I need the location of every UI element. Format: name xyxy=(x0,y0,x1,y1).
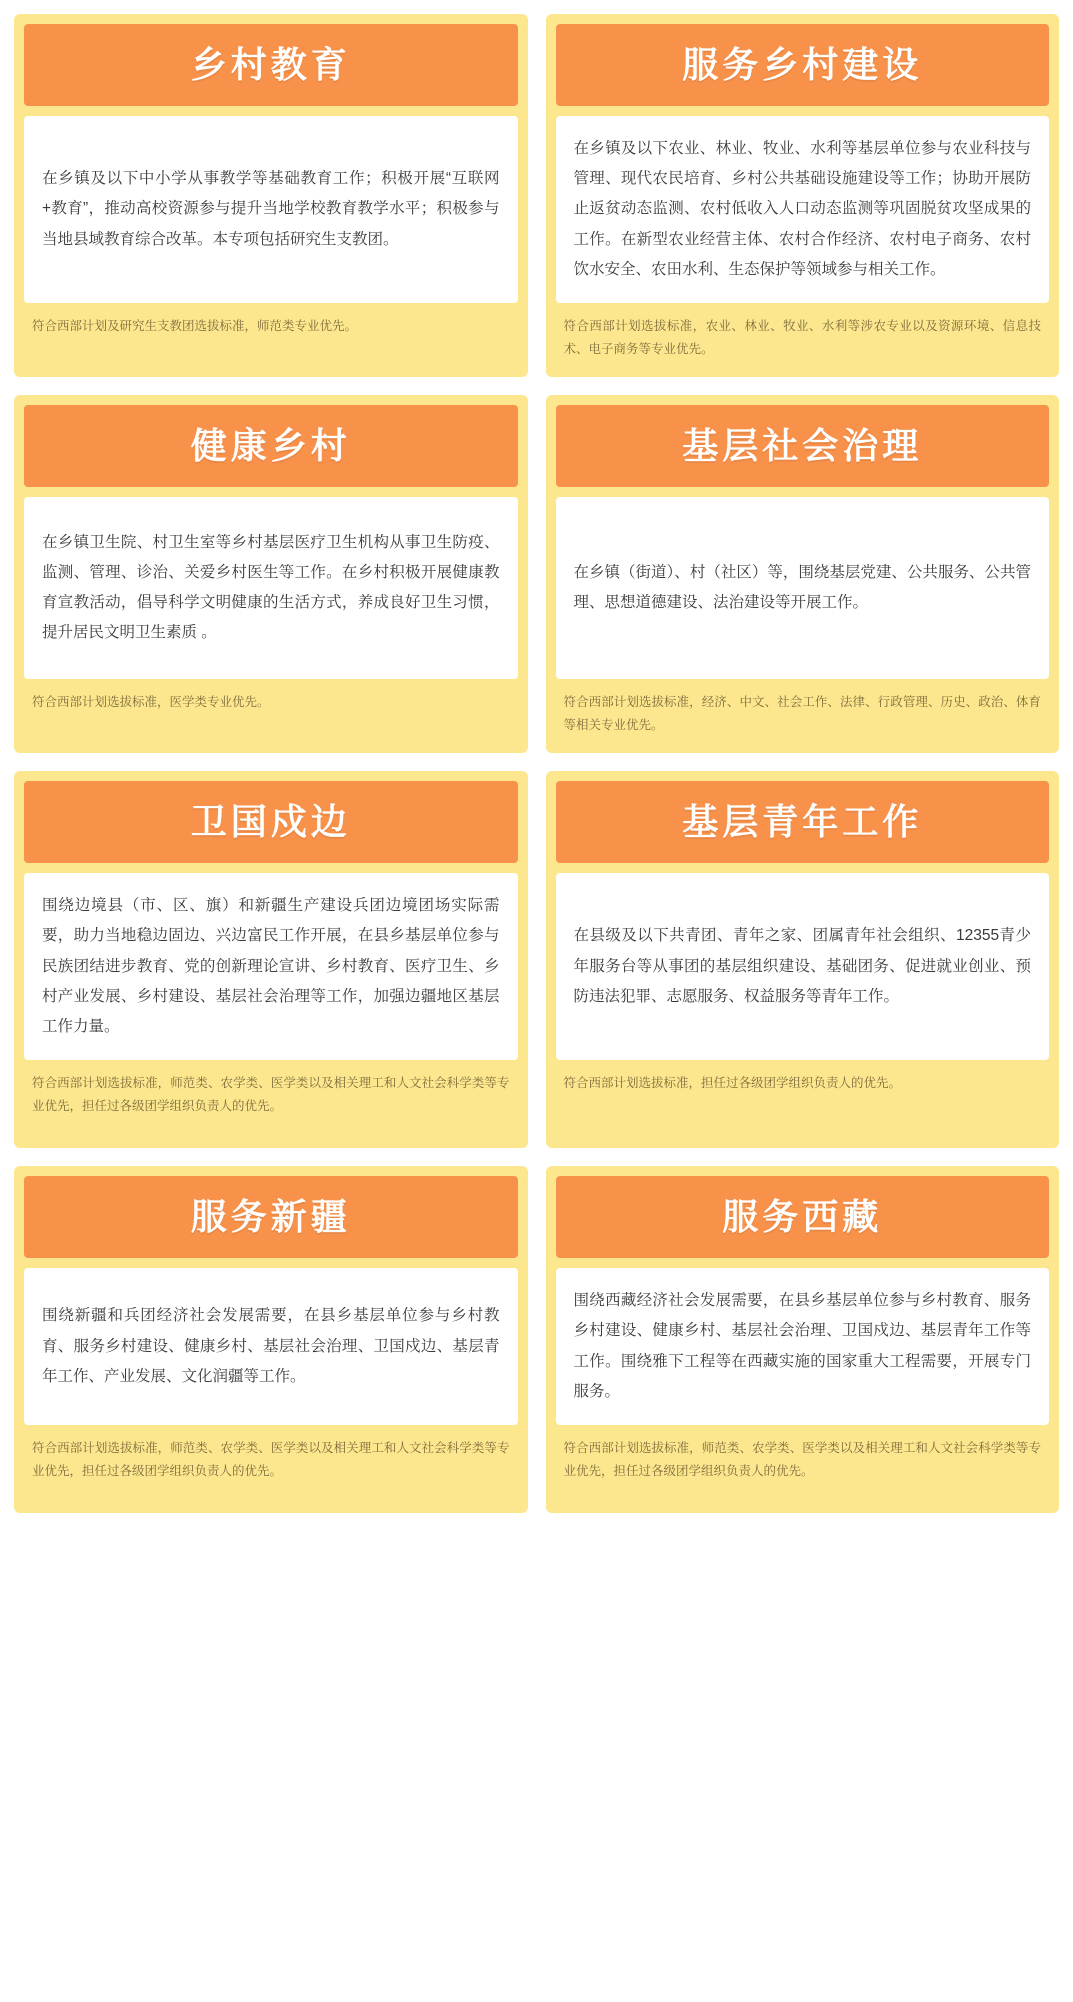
card-requirement-note: 符合西部计划选拔标准，经济、中文、社会工作、法律、行政管理、历史、政治、体育等相关专业优先。 xyxy=(563,695,1041,733)
card-body xyxy=(556,873,1050,1060)
card-header xyxy=(556,24,1050,106)
card-body xyxy=(24,1268,518,1425)
program-card-grid xyxy=(14,14,1059,1513)
program-card xyxy=(546,1166,1060,1513)
card-description: 围绕西藏经济社会发展需要，在县乡基层单位参与乡村教育、服务乡村建设、健康乡村、基层社会治理、卫国戍边、基层青年工作等工作。围绕雅下工程等在西藏实施的国家重大工程需要，开展专门服务。 xyxy=(573,1292,1031,1400)
card-header xyxy=(24,405,518,487)
program-card xyxy=(546,771,1060,1148)
card-description: 在县级及以下共青团、青年之家、团属青年社会组织、12355青少年服务台等从事团的基层组织建设、基础团务、促进就业创业、预防违法犯罪、志愿服务、权益服务等青年工作。 xyxy=(573,927,1031,1005)
card-header xyxy=(556,781,1050,863)
card-requirement-note: 符合西部计划选拔标准，师范类、农学类、医学类以及相关理工和人文社会科学类等专业优先，担任过各级团学组织负责人的优先。 xyxy=(32,1441,510,1479)
card-body xyxy=(556,116,1050,303)
program-card xyxy=(14,14,528,377)
card-body xyxy=(24,497,518,679)
card-requirement-note: 符合西部计划选拔标准，医学类专业优先。 xyxy=(32,695,270,710)
card-requirement-note: 符合西部计划选拔标准，农业、林业、牧业、水利等涉农专业以及资源环境、信息技术、电子商务等专业优先。 xyxy=(563,319,1041,357)
card-description: 在乡镇卫生院、村卫生室等乡村基层医疗卫生机构从事卫生防疫、监测、管理、诊治、关爱乡村医生等工作。在乡村积极开展健康教育宣教活动，倡导科学文明健康的生活方式，养成良好卫生习惯，提升居民文明卫生素质 。 xyxy=(42,533,500,642)
card-description: 在乡镇及以下中小学从事教学等基础教育工作；积极开展“互联网+教育”，推动高校资源参与提升当地学校教育教学水平；积极参与当地县域教育综合改革。本专项包括研究生支教团。 xyxy=(42,170,500,248)
card-title: 基层社会治理 xyxy=(682,425,923,467)
card-body xyxy=(24,873,518,1060)
card-header xyxy=(556,405,1050,487)
card-title: 服务新疆 xyxy=(190,1196,351,1238)
card-requirement-note: 符合西部计划选拔标准，师范类、农学类、医学类以及相关理工和人文社会科学类等专业优先，担任过各级团学组织负责人的优先。 xyxy=(32,1076,510,1114)
card-body xyxy=(556,1268,1050,1425)
card-description: 围绕新疆和兵团经济社会发展需要，在县乡基层单位参与乡村教育、服务乡村建设、健康乡村、基层社会治理、卫国戍边、基层青年工作、产业发展、文化润疆等工作。 xyxy=(42,1307,500,1385)
card-header xyxy=(24,1176,518,1258)
card-title: 乡村教育 xyxy=(190,44,351,86)
program-card xyxy=(546,395,1060,753)
card-requirement-note: 符合西部计划选拔标准，师范类、农学类、医学类以及相关理工和人文社会科学类等专业优先，担任过各级团学组织负责人的优先。 xyxy=(563,1441,1041,1479)
card-header xyxy=(556,1176,1050,1258)
card-description: 在乡镇及以下农业、林业、牧业、水利等基层单位参与农业科技与管理、现代农民培育、乡村公共基础设施建设等工作；协助开展防止返贫动态监测、农村低收入人口动态监测等巩固脱贫攻坚成果的工作。在新型农业经营主体、农村合作经济、农村电子商务、农村饮水安全、农田水利、生态保护等领域参与相关工作。 xyxy=(573,140,1031,278)
card-requirement-note: 符合西部计划选拔标准，担任过各级团学组织负责人的优先。 xyxy=(563,1076,902,1091)
card-title: 服务乡村建设 xyxy=(682,44,923,86)
card-description: 围绕边境县（市、区、旗）和新疆生产建设兵团边境团场实际需要，助力当地稳边固边、兴边富民工作开展，在县乡基层单位参与民族团结进步教育、党的创新理论宣讲、乡村教育、医疗卫生、乡村产业发展、乡村建设、基层社会治理等工作，加强边疆地区基层工作力量。 xyxy=(42,897,500,1035)
program-card xyxy=(14,1166,528,1513)
card-header xyxy=(24,24,518,106)
card-title: 服务西藏 xyxy=(722,1196,883,1238)
program-card xyxy=(546,14,1060,377)
card-title: 卫国戍边 xyxy=(190,801,351,843)
card-body xyxy=(556,497,1050,679)
program-card xyxy=(14,771,528,1148)
card-title: 基层青年工作 xyxy=(682,801,923,843)
card-description: 在乡镇（街道）、村（社区）等，围绕基层党建、公共服务、公共管理、思想道德建设、法治建设等开展工作。 xyxy=(573,563,1031,612)
program-card xyxy=(14,395,528,753)
card-body xyxy=(24,116,518,303)
card-header xyxy=(24,781,518,863)
card-requirement-note: 符合西部计划及研究生支教团选拔标准，师范类专业优先。 xyxy=(32,319,358,334)
card-title: 健康乡村 xyxy=(190,425,351,467)
